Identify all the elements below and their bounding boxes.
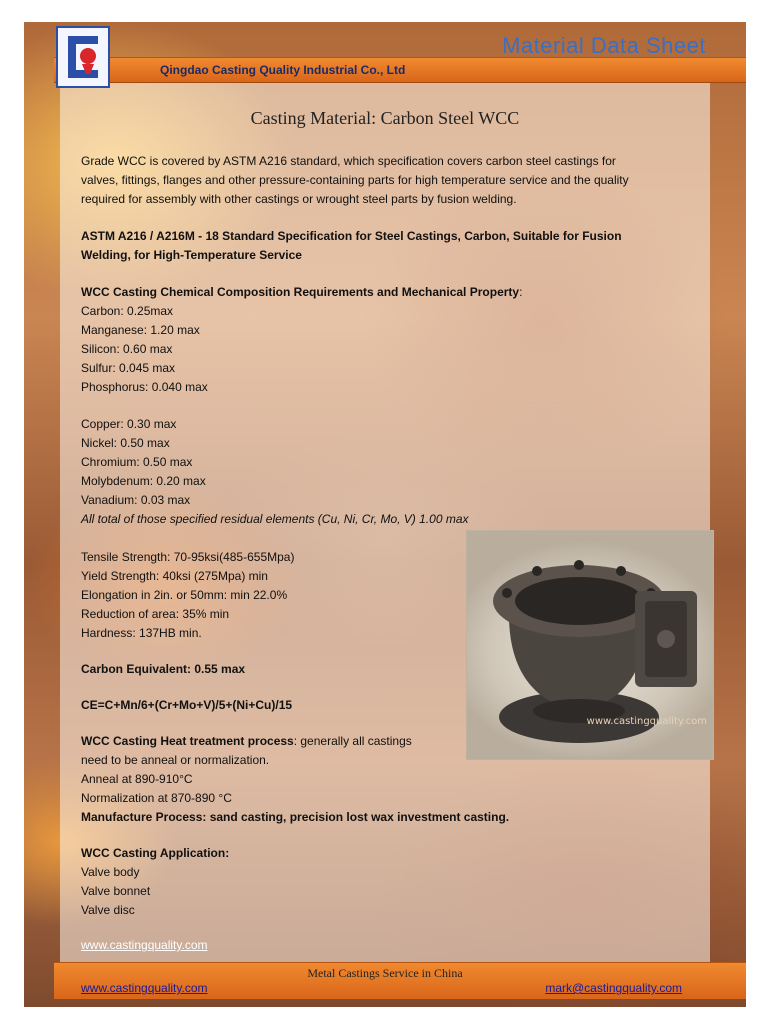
website-link[interactable]: www.castingquality.com	[81, 938, 208, 952]
manufacture-text: Manufacture Process: sand casting, precision lost wax investment casting.	[81, 810, 510, 824]
standard-line: Welding, for High-Temperature Service	[81, 248, 302, 262]
heat-heading: WCC Casting Heat treatment process	[81, 734, 294, 748]
composition-heading: WCC Casting Chemical Composition Requirements and Mechanical Property	[81, 285, 520, 299]
valve-body-photo	[466, 530, 714, 760]
intro-line: Grade WCC is covered by ASTM A216 standard, which specification covers carbon steel castings for	[81, 154, 616, 168]
footer-tagline: Metal Castings Service in China	[307, 966, 463, 980]
intro-paragraph	[81, 152, 629, 209]
heat-text-line: need to be anneal or normalization.	[81, 753, 270, 767]
residual-item: Chromium: 0.50 max	[81, 455, 193, 469]
document-title: Casting Material: Carbon Steel WCC	[250, 108, 520, 128]
page-background	[24, 22, 746, 1007]
composition-section	[81, 283, 522, 397]
heat-heading-line	[81, 732, 509, 751]
mechanical-item: Tensile Strength: 70-95ksi(485-655Mpa)	[81, 550, 295, 564]
mechanical-item: Hardness: 137HB min.	[81, 626, 202, 640]
residual-note: All total of those specified residual elements (Cu, Ni, Cr, Mo, V) 1.00 max	[81, 512, 469, 526]
application-item: Valve disc	[81, 903, 135, 917]
chemistry-item: Carbon: 0.25max	[81, 304, 174, 318]
sheet-title: Material Data Sheet	[502, 33, 706, 58]
carbon-equivalent-text: Carbon Equivalent: 0.55 max	[81, 662, 246, 676]
standard-line: ASTM A216 / A216M - 18 Standard Specification for Steel Castings, Carbon, Suitable for Fusion	[81, 229, 622, 243]
ce-formula	[81, 696, 292, 715]
intro-line: required for assembly with other castings or wrought steel parts by fusion welding.	[81, 192, 517, 206]
mechanical-item: Yield Strength: 40ksi (275Mpa) min	[81, 569, 268, 583]
mechanical-item: Elongation in 2in. or 50mm: min 22.0%	[81, 588, 288, 602]
heat-text: : generally all castings	[293, 734, 412, 748]
mechanical-section	[81, 548, 294, 643]
application-item: Valve bonnet	[81, 884, 151, 898]
company-logo	[56, 26, 110, 88]
chemistry-item: Sulfur: 0.045 max	[81, 361, 176, 375]
application-section	[81, 844, 229, 920]
composition-colon: :	[519, 285, 523, 299]
standard-heading	[81, 227, 622, 265]
application-item: Valve body	[81, 865, 140, 879]
ce-formula-text: CE=C+Mn/6+(Cr+Mo+V)/5+(Ni+Cu)/15	[81, 698, 293, 712]
footer-website-link[interactable]: www.castingquality.com	[81, 981, 208, 995]
residuals-section	[81, 415, 469, 529]
chemistry-item: Silicon: 0.60 max	[81, 342, 173, 356]
anneal-text: Anneal at 890-910°C	[81, 772, 193, 786]
residual-item: Copper: 0.30 max	[81, 417, 177, 431]
composition-heading-line	[81, 283, 522, 302]
logo-mark-icon	[58, 28, 108, 86]
application-heading: WCC Casting Application:	[81, 846, 230, 860]
residual-item: Vanadium: 0.03 max	[81, 493, 191, 507]
mechanical-item: Reduction of area: 35% min	[81, 607, 230, 621]
residual-item: Nickel: 0.50 max	[81, 436, 170, 450]
intro-line: valves, fittings, flanges and other pressure-containing parts for high temperature service and the quality	[81, 173, 629, 187]
chemistry-item: Phosphorus: 0.040 max	[81, 380, 208, 394]
photo-watermark: www.castingquality.com	[586, 716, 707, 727]
residual-item: Molybdenum: 0.20 max	[81, 474, 206, 488]
chemistry-item: Manganese: 1.20 max	[81, 323, 200, 337]
heat-treatment-section	[81, 732, 509, 827]
carbon-equivalent	[81, 660, 245, 679]
normalization-text: Normalization at 870-890 °C	[81, 791, 232, 805]
company-name: Qingdao Casting Quality Industrial Co., Ltd	[160, 63, 406, 77]
footer-email-link[interactable]: mark@castingquality.com	[545, 981, 682, 995]
